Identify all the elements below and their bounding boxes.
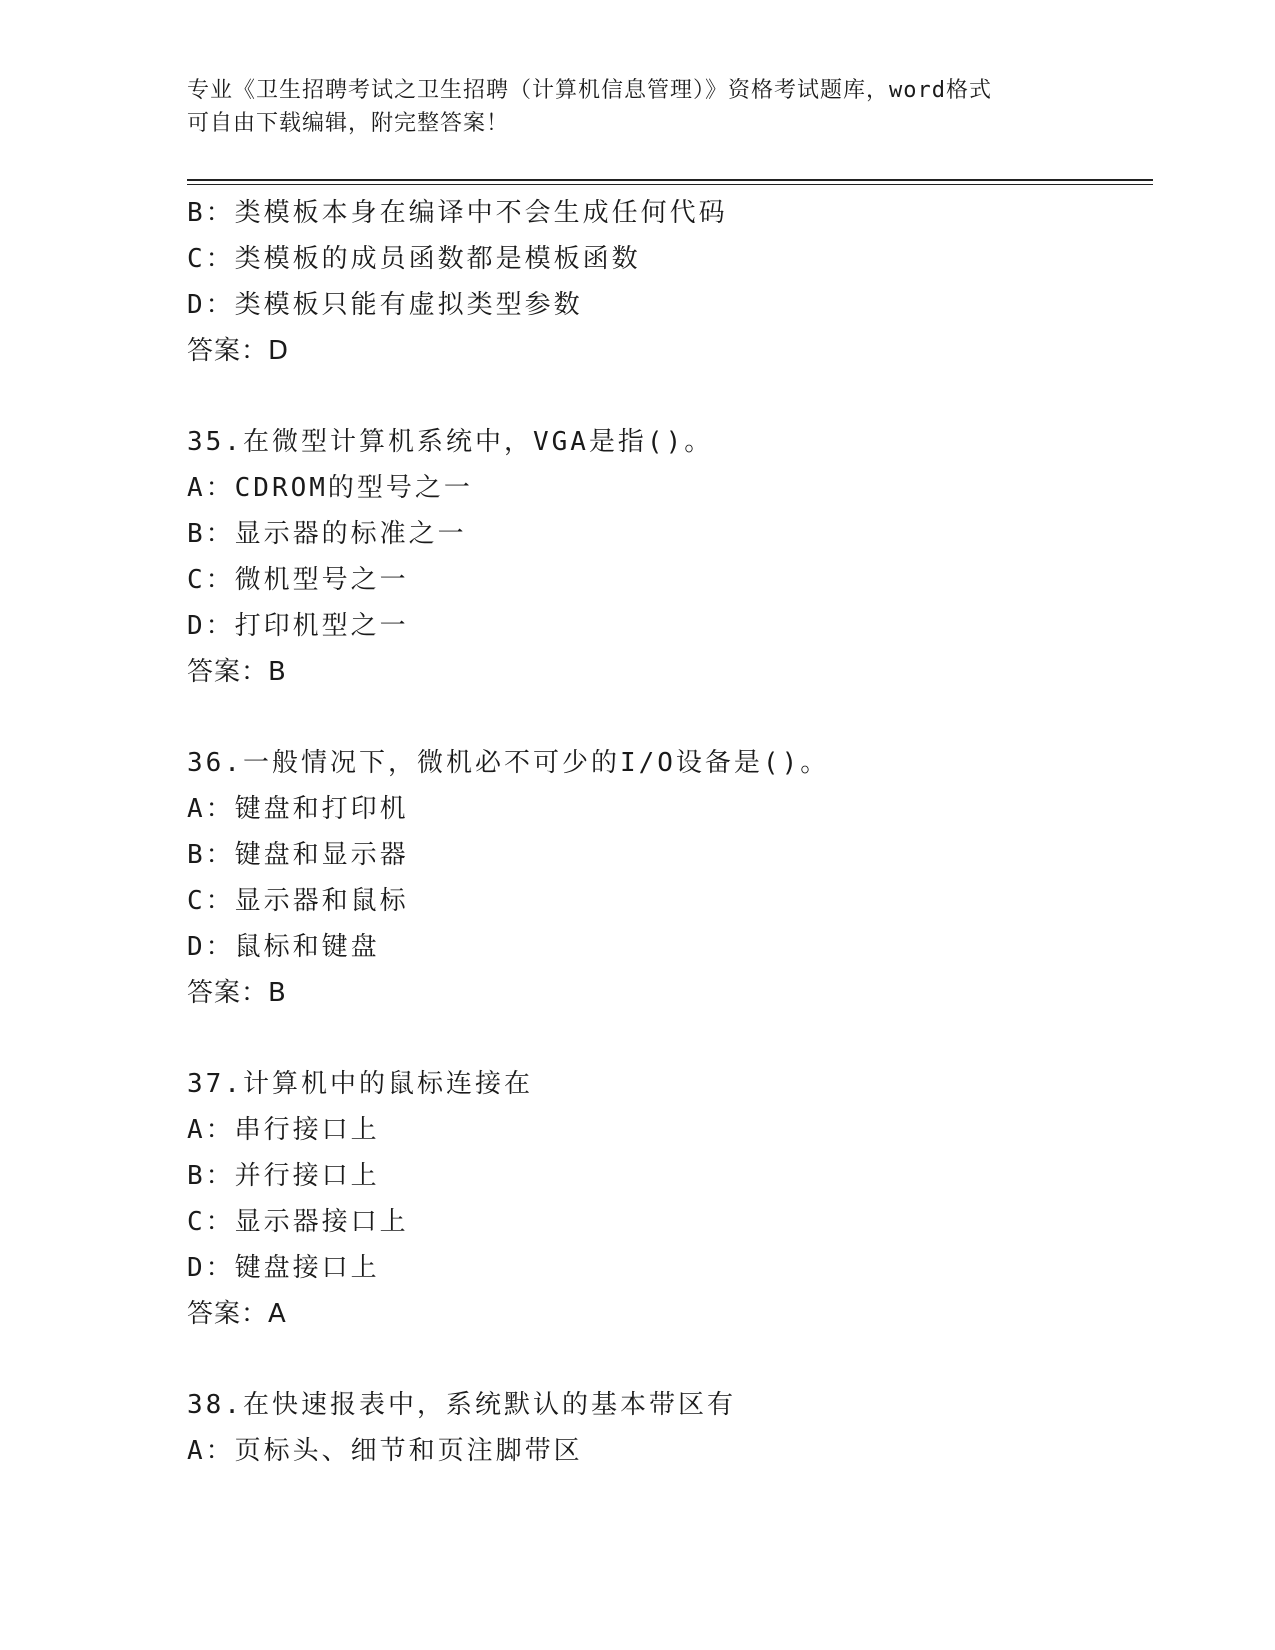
- question-list: [187, 190, 1153, 1474]
- answer-line: 答案：B: [187, 657, 287, 687]
- answer-line: 答案：A: [187, 1299, 287, 1329]
- question-stem: 37.计算机中的鼠标连接在: [187, 1069, 533, 1099]
- header-line-1: 专业《卫生招聘考试之卫生招聘（计算机信息管理）》资格考试题库，word格式: [187, 78, 992, 103]
- option-a: A：键盘和打印机: [187, 794, 409, 824]
- option-d: D：鼠标和键盘: [187, 932, 380, 962]
- question-stem: 38.在快速报表中，系统默认的基本带区有: [187, 1390, 736, 1420]
- header-divider-thick: [187, 179, 1153, 181]
- option-a: A：页标头、细节和页注脚带区: [187, 1436, 583, 1466]
- question-block-34: [187, 190, 1153, 374]
- option-b: B：键盘和显示器: [187, 840, 409, 870]
- option-a: A：串行接口上: [187, 1115, 380, 1145]
- option-c: C：类模板的成员函数都是模板函数: [187, 244, 641, 274]
- option-b: B：类模板本身在编译中不会生成任何代码: [187, 198, 728, 228]
- header-line-2: 可自由下载编辑，附完整答案！: [187, 111, 510, 136]
- answer-line: 答案：B: [187, 978, 287, 1008]
- question-block-38: [187, 1382, 1153, 1474]
- option-d: D：类模板只能有虚拟类型参数: [187, 290, 583, 320]
- question-stem: 36.一般情况下，微机必不可少的I/O设备是()。: [187, 748, 830, 778]
- option-d: D：键盘接口上: [187, 1253, 380, 1283]
- answer-line: 答案：D: [187, 336, 290, 366]
- option-c: C：显示器接口上: [187, 1207, 409, 1237]
- question-block-36: [187, 740, 1153, 1016]
- option-a: A：CDROM的型号之一: [187, 473, 473, 503]
- option-b: B：并行接口上: [187, 1161, 380, 1191]
- question-stem: 35.在微型计算机系统中，VGA是指()。: [187, 427, 714, 457]
- page-header: [187, 74, 1087, 140]
- option-c: C：微机型号之一: [187, 565, 409, 595]
- question-block-37: [187, 1061, 1153, 1337]
- header-divider-thin: [187, 184, 1153, 185]
- question-block-35: [187, 419, 1153, 695]
- option-c: C：显示器和鼠标: [187, 886, 409, 916]
- option-d: D：打印机型之一: [187, 611, 409, 641]
- option-b: B：显示器的标准之一: [187, 519, 467, 549]
